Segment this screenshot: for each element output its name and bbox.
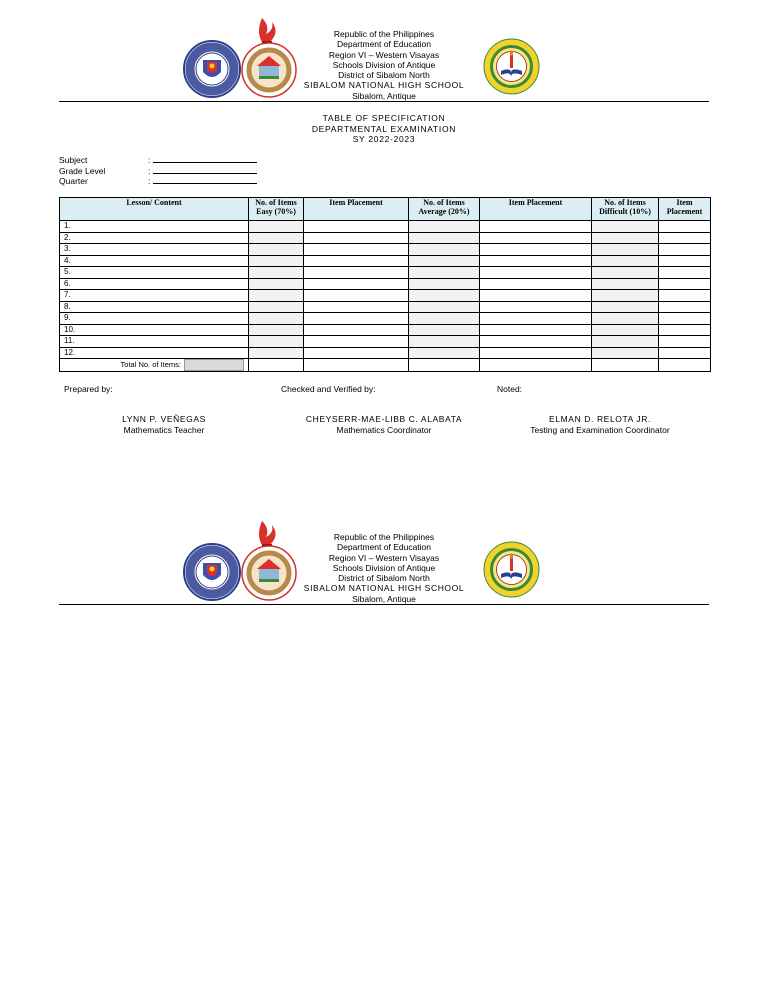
placement-easy-cell[interactable] bbox=[304, 221, 409, 233]
placement-average-cell[interactable] bbox=[480, 255, 592, 267]
row-number: 9. bbox=[64, 313, 71, 323]
lesson-cell[interactable] bbox=[60, 324, 249, 336]
title-line-3: SY 2022-2023 bbox=[352, 134, 416, 144]
table-row bbox=[60, 336, 711, 348]
checked-title: Mathematics Coordinator bbox=[336, 425, 432, 435]
row-number: 8. bbox=[64, 301, 71, 311]
table-row bbox=[60, 324, 711, 336]
header-line-region: Region VI – Western Visayas bbox=[328, 49, 440, 60]
col-item-placement-average: Item Placement bbox=[480, 198, 592, 221]
subject-field[interactable] bbox=[148, 155, 257, 165]
deped-seal-icon bbox=[183, 40, 241, 98]
placement-easy-cell[interactable] bbox=[304, 347, 409, 359]
difficult-cell[interactable] bbox=[592, 290, 659, 302]
prepared-by-label: Prepared by: bbox=[64, 384, 113, 394]
row-number: 6. bbox=[64, 278, 71, 288]
lesson-cell[interactable] bbox=[60, 301, 249, 313]
header-town: Sibalom, Antique bbox=[352, 90, 416, 101]
header-line-division: Schools Division of Antique bbox=[332, 59, 436, 70]
average-cell[interactable] bbox=[409, 324, 480, 336]
header-line-department: Department of Education bbox=[336, 39, 432, 50]
header-line-republic: Republic of the Philippines bbox=[333, 29, 435, 39]
title-line-2: DEPARTMENTAL EXAMINATION bbox=[311, 123, 457, 134]
title-line-1: TABLE OF SPECIFICATION bbox=[322, 113, 446, 123]
header-school-name: SIBALOM NATIONAL HIGH SCHOOL bbox=[303, 80, 465, 91]
table-body bbox=[60, 221, 711, 359]
table-row bbox=[60, 267, 711, 279]
difficult-cell[interactable] bbox=[592, 267, 659, 279]
quarter-blank[interactable] bbox=[153, 176, 257, 184]
easy-cell[interactable] bbox=[249, 244, 304, 256]
placement-average-cell[interactable] bbox=[480, 278, 592, 290]
lesson-cell[interactable] bbox=[60, 244, 249, 256]
placement-average-cell[interactable] bbox=[480, 244, 592, 256]
header-line-region: Region VI – Western Visayas bbox=[328, 552, 440, 563]
table-row bbox=[60, 221, 711, 233]
checked-by-label: Checked and Verified by: bbox=[281, 384, 376, 394]
table-row bbox=[60, 347, 711, 359]
school-seal-icon bbox=[483, 38, 540, 95]
total-average-cell[interactable] bbox=[409, 359, 480, 372]
row-number: 12. bbox=[64, 347, 76, 357]
lesson-cell[interactable] bbox=[60, 278, 249, 290]
difficult-cell[interactable] bbox=[592, 232, 659, 244]
easy-cell[interactable] bbox=[249, 301, 304, 313]
easy-cell[interactable] bbox=[249, 232, 304, 244]
placement-easy-cell[interactable] bbox=[304, 232, 409, 244]
placement-difficult-cell[interactable] bbox=[659, 232, 711, 244]
prepared-name: LYNN P. VEÑEGAS bbox=[122, 414, 206, 424]
lesson-cell[interactable] bbox=[60, 336, 249, 348]
total-label-cell bbox=[60, 359, 249, 372]
placement-difficult-cell[interactable] bbox=[659, 336, 711, 348]
placement-average-cell[interactable] bbox=[480, 267, 592, 279]
easy-cell[interactable] bbox=[249, 347, 304, 359]
placement-easy-cell[interactable] bbox=[304, 267, 409, 279]
table-row bbox=[60, 313, 711, 325]
prepared-signatory bbox=[64, 414, 264, 436]
col-easy-items: No. of Items Easy (70%) bbox=[249, 198, 304, 221]
noted-label: Noted: bbox=[497, 384, 523, 394]
placement-difficult-cell[interactable] bbox=[659, 347, 711, 359]
lesson-cell[interactable] bbox=[60, 255, 249, 267]
lesson-cell[interactable] bbox=[60, 313, 249, 325]
average-cell[interactable] bbox=[409, 221, 480, 233]
table-row bbox=[60, 290, 711, 302]
col-lesson-content: Lesson/ Content bbox=[60, 198, 249, 221]
lesson-cell[interactable] bbox=[60, 221, 249, 233]
col-item-placement-easy: Item Placement bbox=[304, 198, 409, 221]
placement-difficult-cell[interactable] bbox=[659, 313, 711, 325]
average-cell[interactable] bbox=[409, 267, 480, 279]
total-easy-cell[interactable] bbox=[249, 359, 304, 372]
header-line-district: District of Sibalom North bbox=[338, 70, 430, 81]
letterhead-text bbox=[284, 29, 484, 101]
placement-difficult-cell[interactable] bbox=[659, 301, 711, 313]
header-divider bbox=[59, 604, 709, 605]
document-title bbox=[284, 113, 484, 145]
lesson-cell[interactable] bbox=[60, 267, 249, 279]
lesson-cell[interactable] bbox=[60, 347, 249, 359]
placement-easy-cell[interactable] bbox=[304, 336, 409, 348]
letterhead-text bbox=[284, 532, 484, 604]
easy-cell[interactable] bbox=[249, 313, 304, 325]
easy-cell[interactable] bbox=[249, 278, 304, 290]
total-placement-difficult-cell[interactable] bbox=[659, 359, 711, 372]
grade-level-blank[interactable] bbox=[153, 166, 257, 174]
placement-average-cell[interactable] bbox=[480, 336, 592, 348]
difficult-cell[interactable] bbox=[592, 347, 659, 359]
header-line-department: Department of Education bbox=[336, 542, 432, 553]
placement-average-cell[interactable] bbox=[480, 324, 592, 336]
header-line-republic: Republic of the Philippines bbox=[333, 532, 435, 542]
total-items-box[interactable] bbox=[184, 359, 244, 371]
placement-difficult-cell[interactable] bbox=[659, 267, 711, 279]
row-number: 5. bbox=[64, 267, 71, 277]
table-row bbox=[60, 244, 711, 256]
difficult-cell[interactable] bbox=[592, 221, 659, 233]
noted-name: ELMAN D. RELOTA JR. bbox=[549, 414, 651, 424]
school-seal-icon bbox=[483, 541, 540, 598]
average-cell[interactable] bbox=[409, 278, 480, 290]
specification-table bbox=[59, 197, 711, 372]
table-row bbox=[60, 255, 711, 267]
easy-cell[interactable] bbox=[249, 336, 304, 348]
average-cell[interactable] bbox=[409, 255, 480, 267]
quarter-colon: : bbox=[148, 176, 151, 186]
placement-average-cell[interactable] bbox=[480, 347, 592, 359]
difficult-cell[interactable] bbox=[592, 301, 659, 313]
difficult-cell[interactable] bbox=[592, 255, 659, 267]
placement-difficult-cell[interactable] bbox=[659, 255, 711, 267]
average-cell[interactable] bbox=[409, 313, 480, 325]
row-number: 1. bbox=[64, 221, 71, 231]
placement-easy-cell[interactable] bbox=[304, 290, 409, 302]
placement-difficult-cell[interactable] bbox=[659, 278, 711, 290]
row-number: 11. bbox=[64, 336, 75, 346]
difficult-cell[interactable] bbox=[592, 324, 659, 336]
placement-average-cell[interactable] bbox=[480, 313, 592, 325]
placement-average-cell[interactable] bbox=[480, 301, 592, 313]
placement-easy-cell[interactable] bbox=[304, 255, 409, 267]
table-row bbox=[60, 301, 711, 313]
header-school-name: SIBALOM NATIONAL HIGH SCHOOL bbox=[303, 583, 465, 594]
col-item-placement-difficult: Item Placement bbox=[659, 198, 711, 221]
total-label: Total No. of Items: bbox=[120, 359, 181, 369]
subject-blank[interactable] bbox=[153, 155, 257, 163]
average-cell[interactable] bbox=[409, 232, 480, 244]
noted-title: Testing and Examination Coordinator bbox=[530, 425, 670, 435]
placement-easy-cell[interactable] bbox=[304, 313, 409, 325]
deped-seal-icon bbox=[183, 543, 241, 601]
row-number: 3. bbox=[64, 244, 71, 254]
easy-cell[interactable] bbox=[249, 290, 304, 302]
col-difficult-items: No. of Items Difficult (10%) bbox=[592, 198, 659, 221]
average-cell[interactable] bbox=[409, 244, 480, 256]
row-number: 4. bbox=[64, 255, 71, 265]
placement-easy-cell[interactable] bbox=[304, 278, 409, 290]
placement-easy-cell[interactable] bbox=[304, 244, 409, 256]
checked-signatory bbox=[284, 414, 484, 436]
grade-level-label: Grade Level bbox=[59, 166, 106, 176]
average-cell[interactable] bbox=[409, 301, 480, 313]
placement-average-cell[interactable] bbox=[480, 221, 592, 233]
average-cell[interactable] bbox=[409, 347, 480, 359]
placement-easy-cell[interactable] bbox=[304, 324, 409, 336]
grade-level-field[interactable] bbox=[148, 166, 257, 176]
total-row bbox=[60, 359, 711, 372]
subject-colon: : bbox=[148, 155, 151, 165]
placement-average-cell[interactable] bbox=[480, 290, 592, 302]
average-cell[interactable] bbox=[409, 336, 480, 348]
header-line-division: Schools Division of Antique bbox=[332, 562, 436, 573]
difficult-cell[interactable] bbox=[592, 244, 659, 256]
average-cell[interactable] bbox=[409, 290, 480, 302]
subject-label: Subject bbox=[59, 155, 88, 165]
placement-difficult-cell[interactable] bbox=[659, 324, 711, 336]
header-line-district: District of Sibalom North bbox=[338, 573, 430, 584]
row-number: 2. bbox=[64, 232, 71, 242]
quarter-field[interactable] bbox=[148, 176, 257, 186]
quarter-label: Quarter bbox=[59, 176, 88, 186]
total-difficult-cell[interactable] bbox=[592, 359, 659, 372]
prepared-title: Mathematics Teacher bbox=[123, 425, 205, 435]
table-row bbox=[60, 278, 711, 290]
total-placement-easy-cell[interactable] bbox=[304, 359, 409, 372]
noted-signatory bbox=[500, 414, 700, 436]
easy-cell[interactable] bbox=[249, 267, 304, 279]
placement-difficult-cell[interactable] bbox=[659, 221, 711, 233]
row-number: 7. bbox=[64, 290, 71, 300]
table-header-row bbox=[60, 198, 711, 221]
header-divider bbox=[59, 101, 709, 102]
col-average-items: No. of Items Average (20%) bbox=[409, 198, 480, 221]
total-placement-average-cell[interactable] bbox=[480, 359, 592, 372]
row-number: 10. bbox=[64, 324, 76, 334]
placement-easy-cell[interactable] bbox=[304, 301, 409, 313]
difficult-cell[interactable] bbox=[592, 313, 659, 325]
lesson-cell[interactable] bbox=[60, 232, 249, 244]
placement-difficult-cell[interactable] bbox=[659, 244, 711, 256]
checked-name: CHEYSERR-MAE-LIBB C. ALABATA bbox=[305, 414, 463, 424]
difficult-cell[interactable] bbox=[592, 336, 659, 348]
header-town: Sibalom, Antique bbox=[352, 593, 416, 604]
easy-cell[interactable] bbox=[249, 324, 304, 336]
easy-cell[interactable] bbox=[249, 255, 304, 267]
grade-level-colon: : bbox=[148, 166, 151, 176]
difficult-cell[interactable] bbox=[592, 278, 659, 290]
table-row bbox=[60, 232, 711, 244]
placement-average-cell[interactable] bbox=[480, 232, 592, 244]
placement-difficult-cell[interactable] bbox=[659, 290, 711, 302]
lesson-cell[interactable] bbox=[60, 290, 249, 302]
easy-cell[interactable] bbox=[249, 221, 304, 233]
